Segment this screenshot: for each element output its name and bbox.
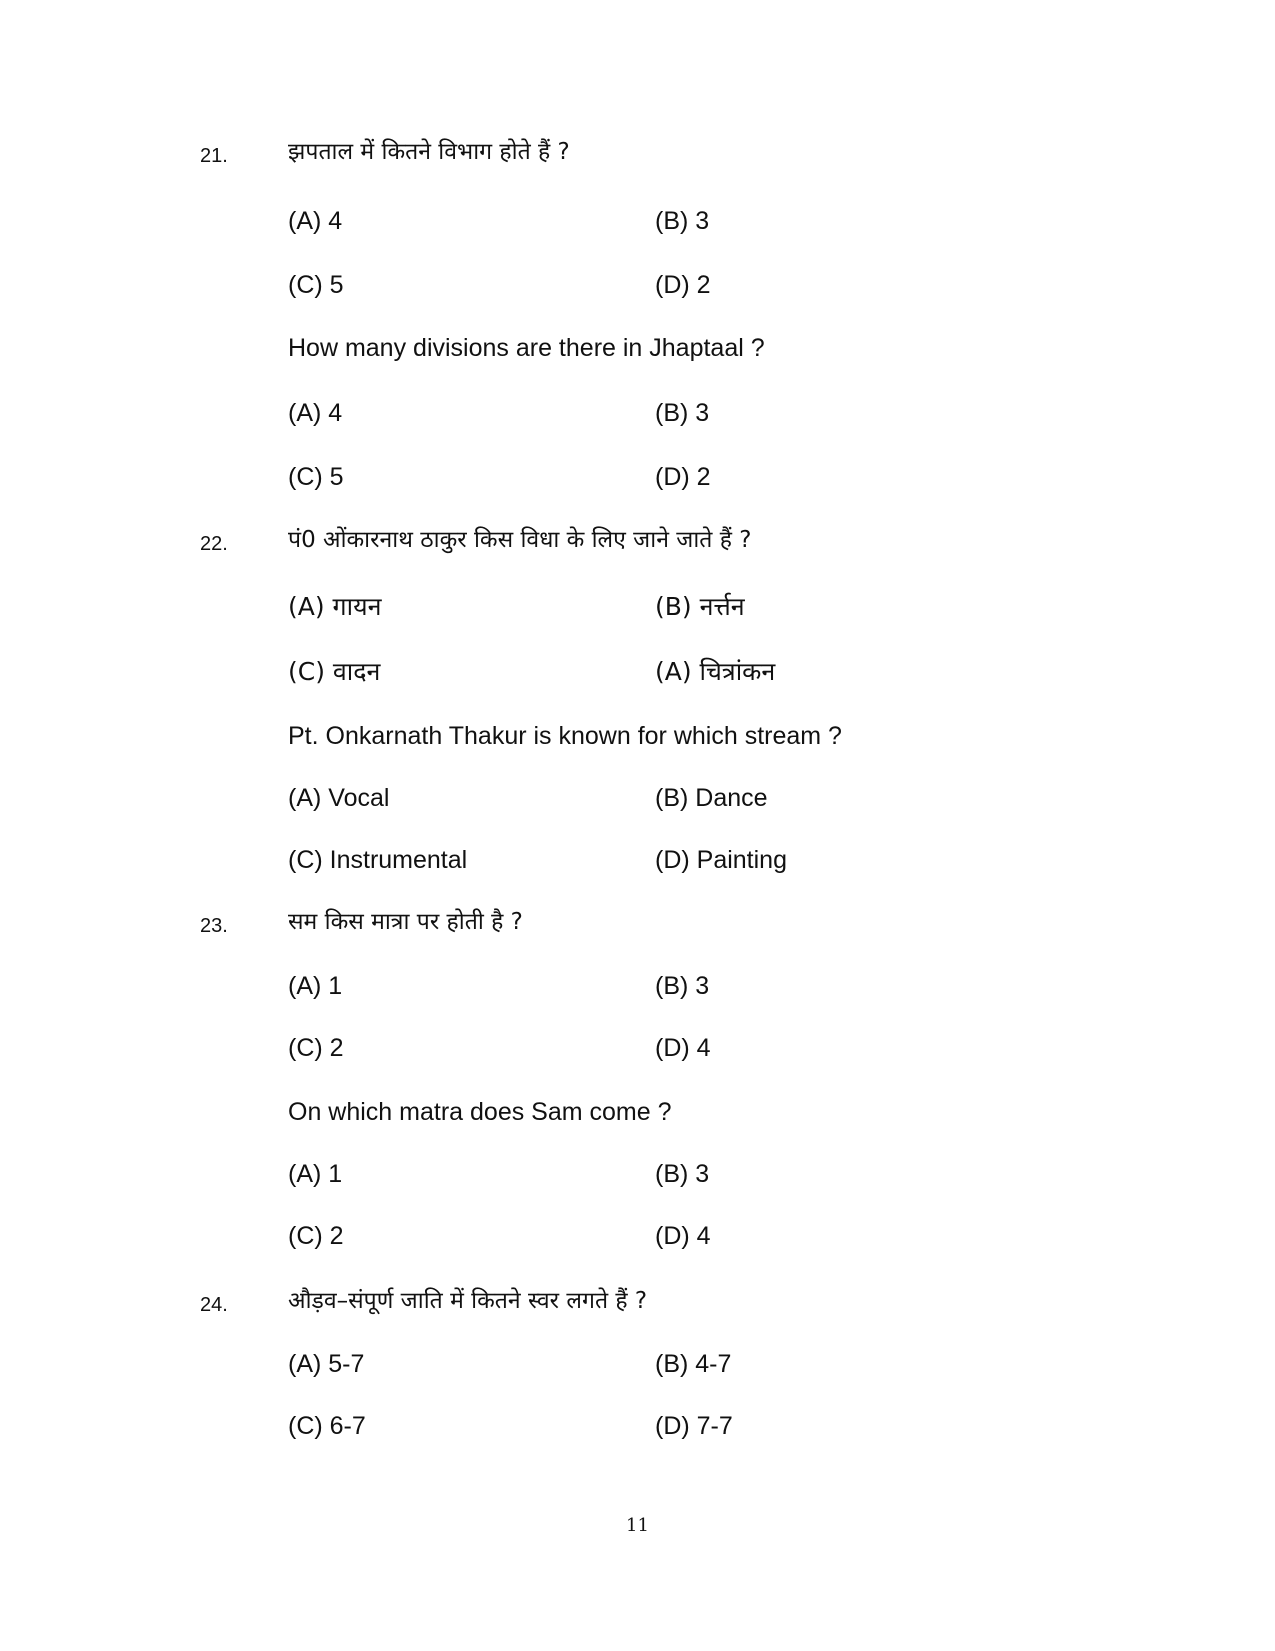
question-text-hindi: झपताल में कितने विभाग होते हैं ? — [288, 139, 570, 165]
option-b: (B) 3 — [655, 207, 710, 235]
question-text-english: Pt. Onkarnath Thakur is known for which stream ? — [288, 722, 842, 750]
option-d: (D) Painting — [655, 846, 787, 874]
option-a: (A) 4 — [288, 207, 343, 235]
option-c: (C) 6-7 — [288, 1412, 366, 1440]
option-d: (A) चित्रांकन — [655, 657, 776, 686]
option-d: (D) 4 — [655, 1034, 711, 1062]
option-c: (C) 2 — [288, 1034, 344, 1062]
option-a: (A) 4 — [288, 399, 343, 427]
option-c: (C) 2 — [288, 1222, 344, 1250]
option-c: (C) Instrumental — [288, 846, 468, 874]
question-number: 24. — [200, 1294, 228, 1316]
option-d: (D) 2 — [655, 271, 711, 299]
option-d: (D) 4 — [655, 1222, 711, 1250]
option-c: (C) वादन — [288, 657, 381, 686]
option-d: (D) 2 — [655, 463, 711, 491]
option-b: (B) 3 — [655, 1160, 710, 1188]
question-text-hindi: सम किस मात्रा पर होती है ? — [288, 909, 523, 935]
question-number: 22. — [200, 533, 228, 555]
option-a: (A) गायन — [288, 592, 382, 621]
option-b: (B) नर्त्तन — [655, 592, 745, 621]
question-number: 23. — [200, 915, 228, 937]
question-text-hindi: औड़व–संपूर्ण जाति में कितने स्वर लगते हैं ? — [288, 1288, 648, 1314]
question-number: 21. — [200, 145, 228, 167]
option-d: (D) 7-7 — [655, 1412, 733, 1440]
option-a: (A) 1 — [288, 1160, 343, 1188]
option-b: (B) 4-7 — [655, 1350, 732, 1378]
option-b: (B) 3 — [655, 972, 710, 1000]
option-c: (C) 5 — [288, 463, 344, 491]
question-text-english: On which matra does Sam come ? — [288, 1098, 672, 1126]
option-a: (A) 5-7 — [288, 1350, 365, 1378]
option-c: (C) 5 — [288, 271, 344, 299]
page-number: 11 — [626, 1515, 649, 1536]
question-text-hindi: पं0 ओंकारनाथ ठाकुर किस विधा के लिए जाने जाते हैं ? — [288, 527, 752, 553]
question-text-english: How many divisions are there in Jhaptaal ? — [288, 334, 765, 362]
option-b: (B) Dance — [655, 784, 768, 812]
option-b: (B) 3 — [655, 399, 710, 427]
option-a: (A) 1 — [288, 972, 343, 1000]
option-a: (A) Vocal — [288, 784, 390, 812]
